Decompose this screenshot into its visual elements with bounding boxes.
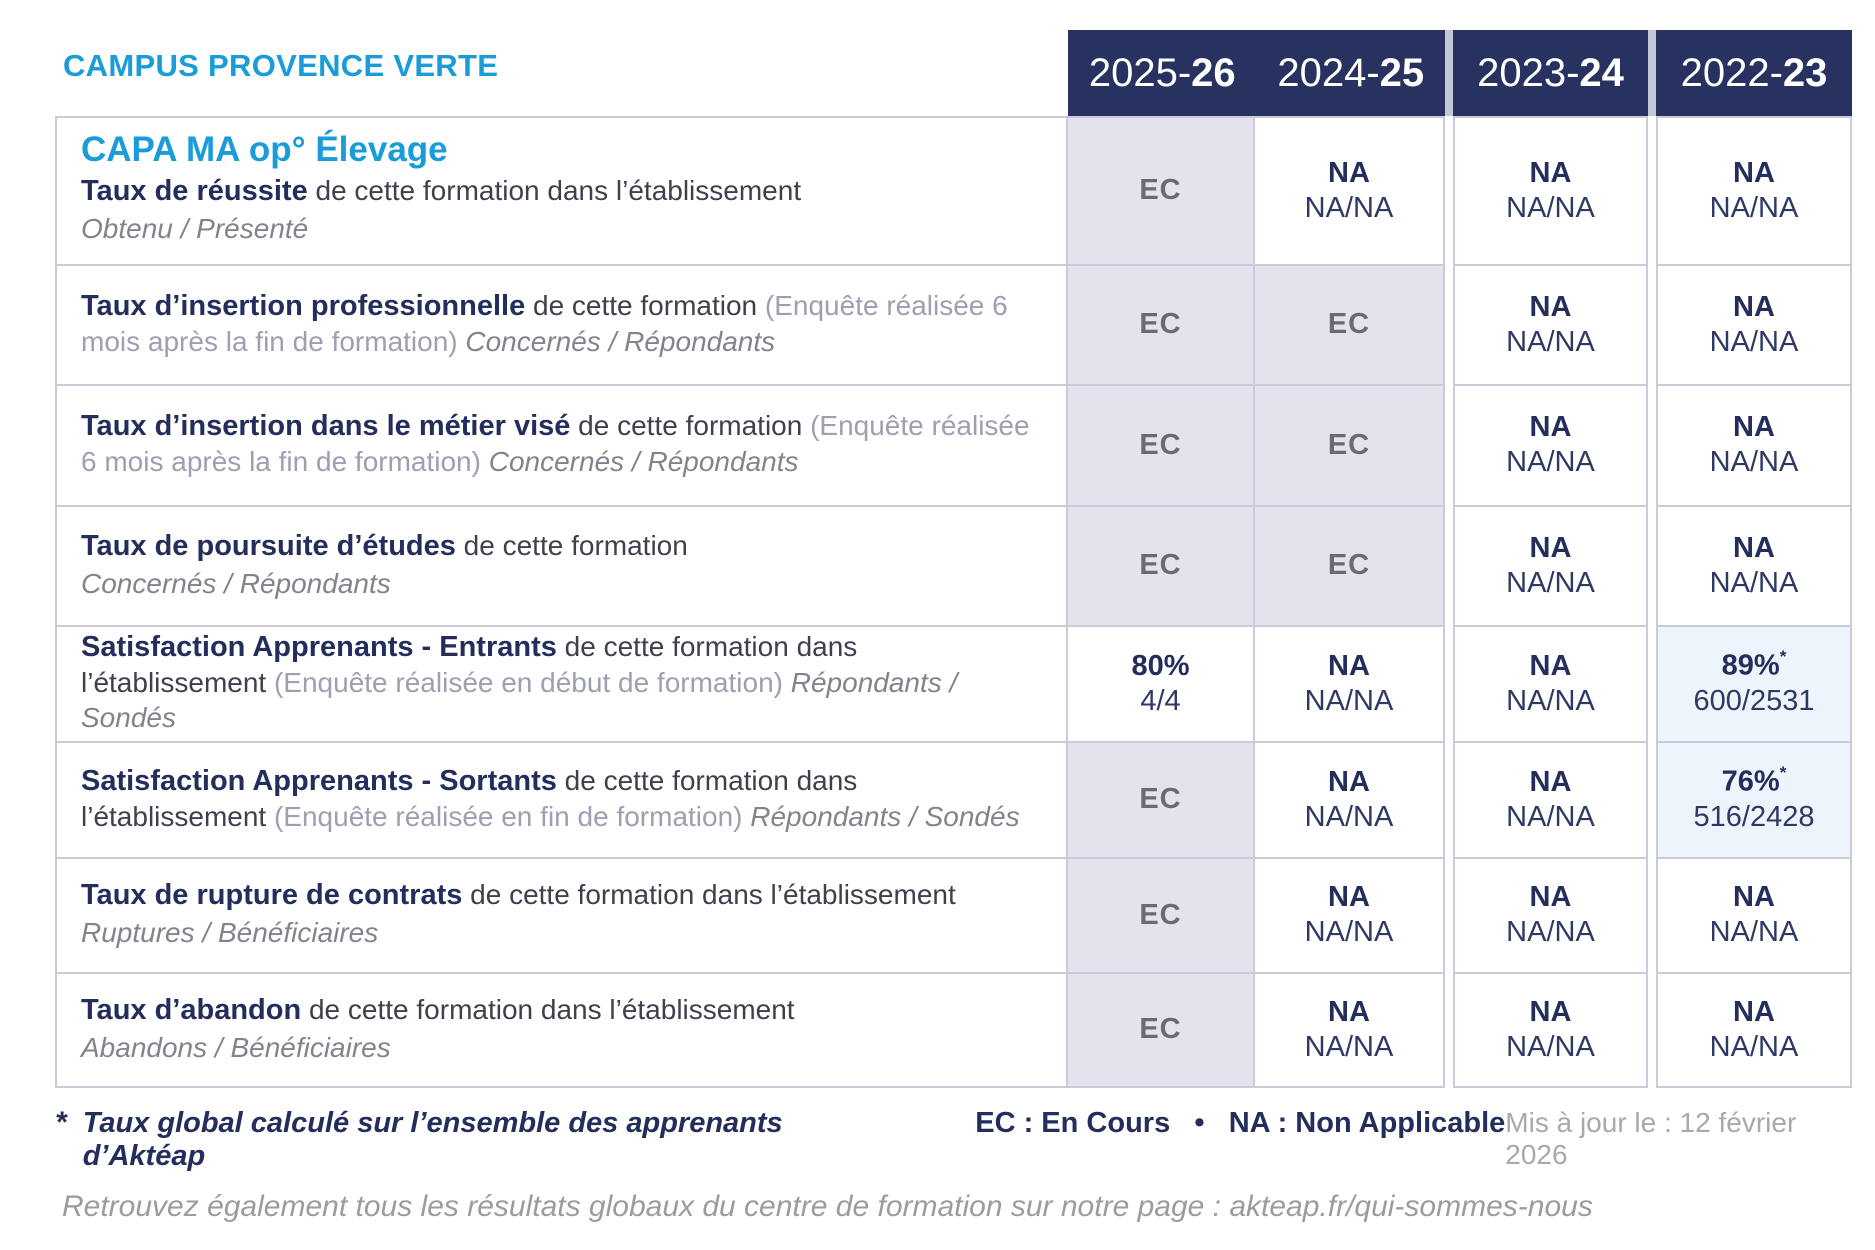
value-cell: EC: [1068, 116, 1255, 266]
value-cell: EC: [1068, 743, 1255, 859]
updated-date: Mis à jour le : 12 février 2026: [1505, 1107, 1797, 1170]
indicator-text: Taux d’abandon de cette formation dans l’établissement Abandons / Bénéficiaires: [81, 993, 795, 1063]
value-cell: EC: [1068, 974, 1255, 1088]
value-cell: NA NA/NA: [1453, 266, 1648, 386]
indicator-label: [55, 116, 1068, 266]
value-cell: EC: [1068, 266, 1255, 386]
indicator-text: Taux d’insertion professionnelle de cette formation (Enquête réalisée 6 mois après la fin de formation) Concernés / Répondants: [81, 289, 1008, 357]
indicator-text: Satisfaction Apprenants - Sortants de cette formation dans l’établissement (Enquête réalisée en fin de formation) Répondants / Sondés: [81, 764, 1020, 832]
footnote-star-icon: *: [55, 1106, 67, 1139]
value-cell: NA NA/NA: [1255, 743, 1445, 859]
footnote-star-note: Taux global calculé sur l’ensemble des apprenants d’Aktéap: [82, 1107, 783, 1172]
value-cell: NA NA/NA: [1656, 116, 1852, 266]
year-column-header: 2025-26: [1088, 50, 1236, 95]
value-cell: NA NA/NA: [1453, 627, 1648, 743]
indicator-text: Taux de rupture de contrats de cette formation dans l’établissement Ruptures / Bénéficiaires: [81, 879, 956, 949]
value-cell: EC: [1255, 266, 1445, 386]
value-cell: 89%* 600/2531: [1656, 627, 1852, 743]
indicator-label: [55, 507, 1068, 627]
value-cell: 80% 4/4: [1068, 627, 1255, 743]
indicator-label: [55, 386, 1068, 507]
value-cell: 76%* 516/2428: [1656, 743, 1852, 859]
value-cell: NA NA/NA: [1453, 859, 1648, 974]
value-cell: EC: [1068, 386, 1255, 507]
value-cell: NA NA/NA: [1453, 116, 1648, 266]
value-cell: NA NA/NA: [1255, 974, 1445, 1088]
footnote: [55, 1106, 1852, 1173]
indicator-text: Taux de poursuite d’études de cette formation Concernés / Répondants: [81, 529, 688, 599]
value-cell: NA NA/NA: [1453, 386, 1648, 507]
year-header-block: [1068, 30, 1445, 116]
value-cell: NA NA/NA: [1255, 627, 1445, 743]
indicator-text: Taux d’insertion dans le métier visé de cette formation (Enquête réalisée 6 mois après la fin de formation) Concernés / Répondants: [81, 410, 1030, 478]
value-cell: NA NA/NA: [1453, 974, 1648, 1088]
value-cell: NA NA/NA: [1255, 116, 1445, 266]
legend-ec-na: EC : En Cours • NA : Non Applicable: [975, 1107, 1506, 1139]
value-cell: NA NA/NA: [1255, 859, 1445, 974]
results-table: [55, 30, 1852, 1088]
indicator-label: [55, 859, 1068, 974]
value-cell: NA NA/NA: [1453, 507, 1648, 627]
indicator-text: Taux de réussite de cette formation dans l’établissement Obtenu / Présenté: [81, 175, 802, 245]
value-cell: NA NA/NA: [1656, 974, 1852, 1088]
header-divider: [1445, 30, 1453, 116]
value-cell: EC: [1255, 386, 1445, 507]
program-title: CAPA MA op° Élevage: [81, 130, 448, 169]
campus-title: CAMPUS PROVENCE VERTE: [63, 48, 499, 83]
value-cell: EC: [1068, 859, 1255, 974]
indicator-label: [55, 974, 1068, 1088]
indicator-label: [55, 627, 1068, 743]
value-cell: NA NA/NA: [1453, 743, 1648, 859]
year-column-header: 2022-23: [1656, 30, 1852, 116]
indicator-label: [55, 266, 1068, 386]
value-cell: EC: [1068, 507, 1255, 627]
header-divider: [1648, 30, 1656, 116]
campus-header-cell: [55, 30, 1068, 116]
year-column-header: 2023-24: [1453, 30, 1648, 116]
indicator-text: Satisfaction Apprenants - Entrants de cette formation dans l’établissement (Enquête réalisée en début de formation) Répondants / Sondés: [81, 631, 958, 733]
year-column-header: 2024-25: [1277, 50, 1425, 95]
footer-results-link: Retrouvez également tous les résultats globaux du centre de formation sur notre page : akteap.fr/qui-sommes-nous: [62, 1190, 1593, 1223]
value-cell: EC: [1255, 507, 1445, 627]
global-rate-star-icon: *: [1779, 647, 1787, 667]
value-cell: NA NA/NA: [1656, 859, 1852, 974]
indicator-label: [55, 743, 1068, 859]
value-cell: NA NA/NA: [1656, 266, 1852, 386]
value-cell: NA NA/NA: [1656, 386, 1852, 507]
value-cell: NA NA/NA: [1656, 507, 1852, 627]
global-rate-star-icon: *: [1779, 763, 1787, 783]
